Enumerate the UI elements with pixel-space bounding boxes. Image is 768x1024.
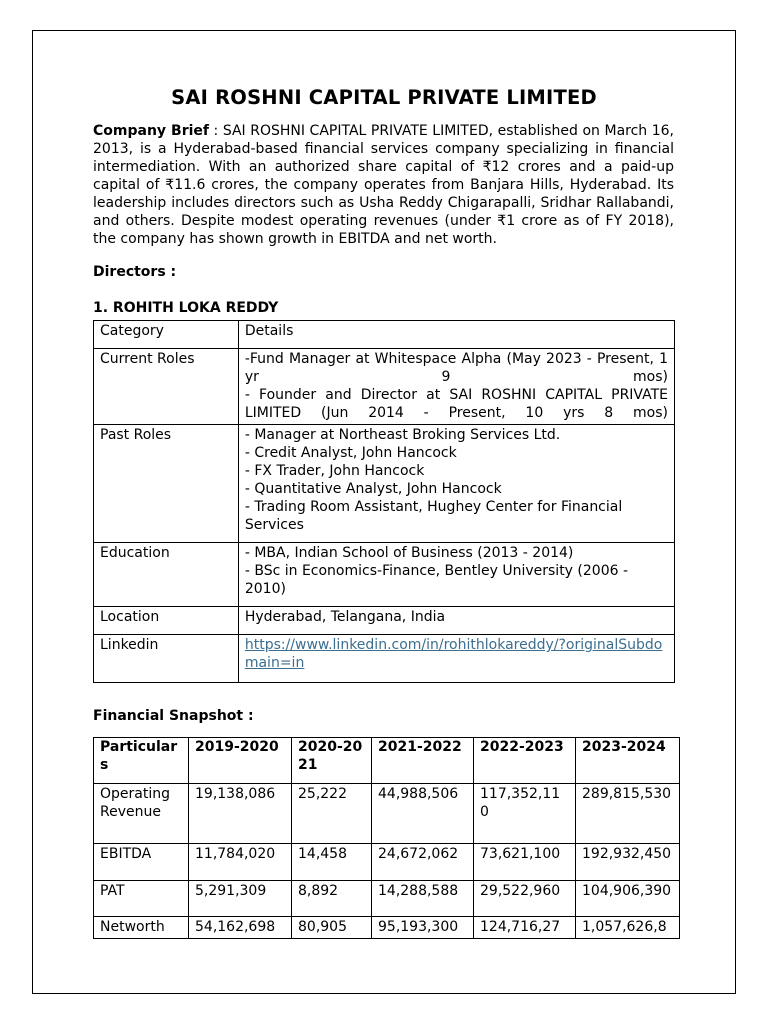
company-brief	[93, 122, 674, 248]
past-role-item: - Credit Analyst, John Hancock	[244, 445, 457, 461]
education-label: Education	[94, 543, 239, 607]
past-role-item: - FX Trader, John Hancock	[244, 463, 425, 479]
column-header: 2023-2024	[576, 738, 680, 784]
table-cell: 44,988,506	[372, 784, 474, 844]
table-cell: PAT	[94, 881, 189, 917]
current-role-item: -Fund Manager at Whitespace Alpha (May 2023 - Present, 1 yr 9 mos)	[244, 351, 668, 385]
table-cell: 24,672,062	[372, 844, 474, 881]
table-cell: 73,621,100	[474, 844, 576, 881]
education-item: - BSc in Economics-Finance, Bentley University (2006 - 2010)	[244, 563, 629, 597]
table-row	[94, 881, 680, 917]
column-header: Particulars	[94, 738, 189, 784]
current-roles-label: Current Roles	[94, 349, 239, 425]
table-cell: Networth	[94, 917, 189, 939]
past-roles-details	[238, 425, 674, 543]
table-cell: EBITDA	[94, 844, 189, 881]
linkedin-cell	[238, 635, 674, 683]
financial-snapshot-heading: Financial Snapshot :	[93, 708, 254, 724]
table-cell: 19,138,086	[189, 784, 292, 844]
page-title: SAI ROSHNI CAPITAL PRIVATE LIMITED	[171, 86, 597, 109]
table-row	[94, 844, 680, 881]
financial-table	[93, 737, 680, 939]
table-cell: 124,716,27	[474, 917, 576, 939]
table-cell: 25,222	[292, 784, 372, 844]
table-row	[94, 349, 675, 425]
table-row	[94, 425, 675, 543]
past-role-item: - Trading Room Assistant, Hughey Center for Financial Services	[244, 499, 623, 533]
table-cell: 1,057,626,8	[576, 917, 680, 939]
table-row	[94, 543, 675, 607]
current-role-item: - Founder and Director at SAI ROSHNI CAPITAL PRIVATE LIMITED (Jun 2014 - Present, 10 yrs 8 mos)	[244, 387, 668, 421]
table-cell: 95,193,300	[372, 917, 474, 939]
table-header-row	[94, 738, 680, 784]
current-roles-details	[238, 349, 674, 425]
table-cell: 14,458	[292, 844, 372, 881]
education-details	[238, 543, 674, 607]
linkedin-link[interactable]: https://www.linkedin.com/in/rohithlokareddy/?originalSubdomain=in	[244, 637, 663, 671]
table-row	[94, 635, 675, 683]
table-cell: 5,291,309	[189, 881, 292, 917]
table-cell: 289,815,530	[576, 784, 680, 844]
director-table	[93, 320, 675, 683]
table-cell: 29,522,960	[474, 881, 576, 917]
company-brief-label: Company Brief	[93, 123, 209, 139]
table-cell: 14,288,588	[372, 881, 474, 917]
column-header: 2021-2022	[372, 738, 474, 784]
table-row	[94, 917, 680, 939]
column-header: 2019-2020	[189, 738, 292, 784]
table-cell: 104,906,390	[576, 881, 680, 917]
table-row	[94, 784, 680, 844]
past-role-item: - Manager at Northeast Broking Services Ltd.	[244, 427, 561, 443]
past-role-item: - Quantitative Analyst, John Hancock	[244, 481, 502, 497]
category-header: Category	[94, 321, 239, 349]
details-header: Details	[238, 321, 674, 349]
past-roles-label: Past Roles	[94, 425, 239, 543]
education-item: - MBA, Indian School of Business (2013 - 2014)	[244, 545, 574, 561]
table-cell: 54,162,698	[189, 917, 292, 939]
linkedin-label: Linkedin	[94, 635, 239, 683]
column-header: 2022-2023	[474, 738, 576, 784]
location-value: Hyderabad, Telangana, India	[238, 607, 674, 635]
table-cell: 192,932,450	[576, 844, 680, 881]
table-cell: 117,352,110	[474, 784, 576, 844]
table-cell: 80,905	[292, 917, 372, 939]
table-row	[94, 321, 675, 349]
table-cell: Operating Revenue	[94, 784, 189, 844]
table-cell: 8,892	[292, 881, 372, 917]
company-brief-text: : SAI ROSHNI CAPITAL PRIVATE LIMITED, established on March 16, 2013, is a Hyderabad-based financial services company specializing in financial intermediation. With an authorized share capital of ₹12 crores and a paid-up capital of ₹11.6 crores, the company operates from Banjara Hills, Hyderabad. Its leadership includes directors such as Usha Reddy Chigarapalli, Sridhar Rallabandi, and others. Despite modest operating revenues (under ₹1 crore as of FY 2018), the company has shown growth in EBITDA and net worth.	[93, 123, 674, 247]
column-header: 2020-2021	[292, 738, 372, 784]
director-name: 1. ROHITH LOKA REDDY	[93, 300, 279, 316]
location-label: Location	[94, 607, 239, 635]
table-cell: 11,784,020	[189, 844, 292, 881]
directors-heading: Directors :	[93, 264, 177, 280]
table-row	[94, 607, 675, 635]
